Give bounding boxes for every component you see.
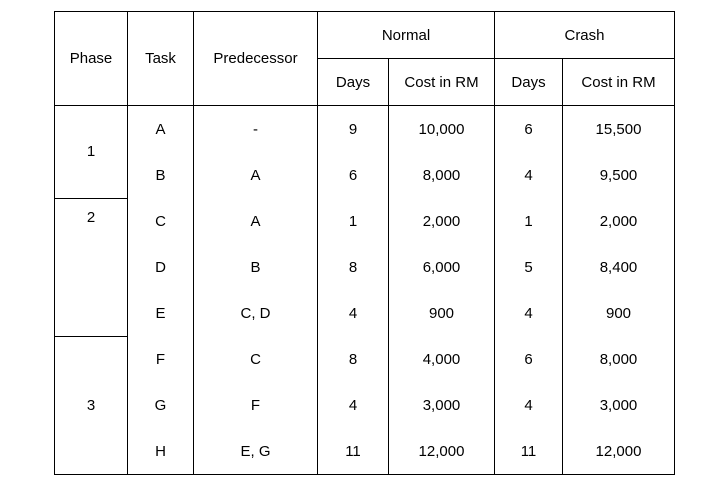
task-cell: A (128, 106, 194, 153)
table-row (55, 152, 675, 198)
phase-cell: 3 (55, 336, 128, 475)
normal-days-cell: 4 (318, 290, 389, 336)
header-normal: Normal (318, 12, 495, 59)
normal-cost-cell: 12,000 (389, 428, 495, 475)
normal-days-cell: 9 (318, 106, 389, 153)
normal-days-cell: 8 (318, 244, 389, 290)
normal-cost-cell: 10,000 (389, 106, 495, 153)
header-predecessor: Predecessor (194, 12, 318, 106)
header-crash: Crash (495, 12, 675, 59)
table-row (55, 244, 675, 290)
crash-days-cell: 1 (495, 198, 563, 244)
crash-cost-cell: 15,500 (563, 106, 675, 153)
task-cell: D (128, 244, 194, 290)
normal-cost-cell: 3,000 (389, 382, 495, 428)
task-cell: G (128, 382, 194, 428)
predecessor-cell: A (194, 198, 318, 244)
header-crash-cost: Cost in RM (563, 59, 675, 106)
task-cell: F (128, 336, 194, 382)
crash-cost-cell: 8,000 (563, 336, 675, 382)
normal-cost-cell: 900 (389, 290, 495, 336)
normal-cost-cell: 4,000 (389, 336, 495, 382)
normal-days-cell: 6 (318, 152, 389, 198)
normal-cost-cell: 6,000 (389, 244, 495, 290)
crash-cost-cell: 2,000 (563, 198, 675, 244)
predecessor-cell: C (194, 336, 318, 382)
header-normal-days: Days (318, 59, 389, 106)
project-crash-table (54, 11, 675, 475)
normal-days-cell: 1 (318, 198, 389, 244)
task-cell: E (128, 290, 194, 336)
crash-days-cell: 5 (495, 244, 563, 290)
crash-days-cell: 4 (495, 152, 563, 198)
normal-days-cell: 11 (318, 428, 389, 475)
predecessor-cell: - (194, 106, 318, 153)
header-row-1 (55, 12, 675, 59)
crash-days-cell: 6 (495, 106, 563, 153)
predecessor-cell: E, G (194, 428, 318, 475)
normal-days-cell: 8 (318, 336, 389, 382)
predecessor-cell: B (194, 244, 318, 290)
normal-cost-cell: 2,000 (389, 198, 495, 244)
header-phase: Phase (55, 12, 128, 106)
header-task: Task (128, 12, 194, 106)
crash-cost-cell: 12,000 (563, 428, 675, 475)
crash-days-cell: 6 (495, 336, 563, 382)
crash-cost-cell: 8,400 (563, 244, 675, 290)
header-normal-cost: Cost in RM (389, 59, 495, 106)
table-row (55, 336, 675, 382)
table-row (55, 198, 675, 244)
task-cell: B (128, 152, 194, 198)
task-cell: C (128, 198, 194, 244)
phase-cell: 1 (55, 106, 128, 199)
task-cell: H (128, 428, 194, 475)
crash-cost-cell: 3,000 (563, 382, 675, 428)
crash-days-cell: 4 (495, 382, 563, 428)
normal-days-cell: 4 (318, 382, 389, 428)
table-row (55, 106, 675, 153)
predecessor-cell: F (194, 382, 318, 428)
phase-cell: 2 (55, 198, 128, 336)
predecessor-cell: A (194, 152, 318, 198)
header-crash-days: Days (495, 59, 563, 106)
crash-cost-cell: 9,500 (563, 152, 675, 198)
crash-cost-cell: 900 (563, 290, 675, 336)
table-row (55, 428, 675, 475)
normal-cost-cell: 8,000 (389, 152, 495, 198)
table-row (55, 290, 675, 336)
predecessor-cell: C, D (194, 290, 318, 336)
table-row (55, 382, 675, 428)
crash-days-cell: 11 (495, 428, 563, 475)
crash-days-cell: 4 (495, 290, 563, 336)
